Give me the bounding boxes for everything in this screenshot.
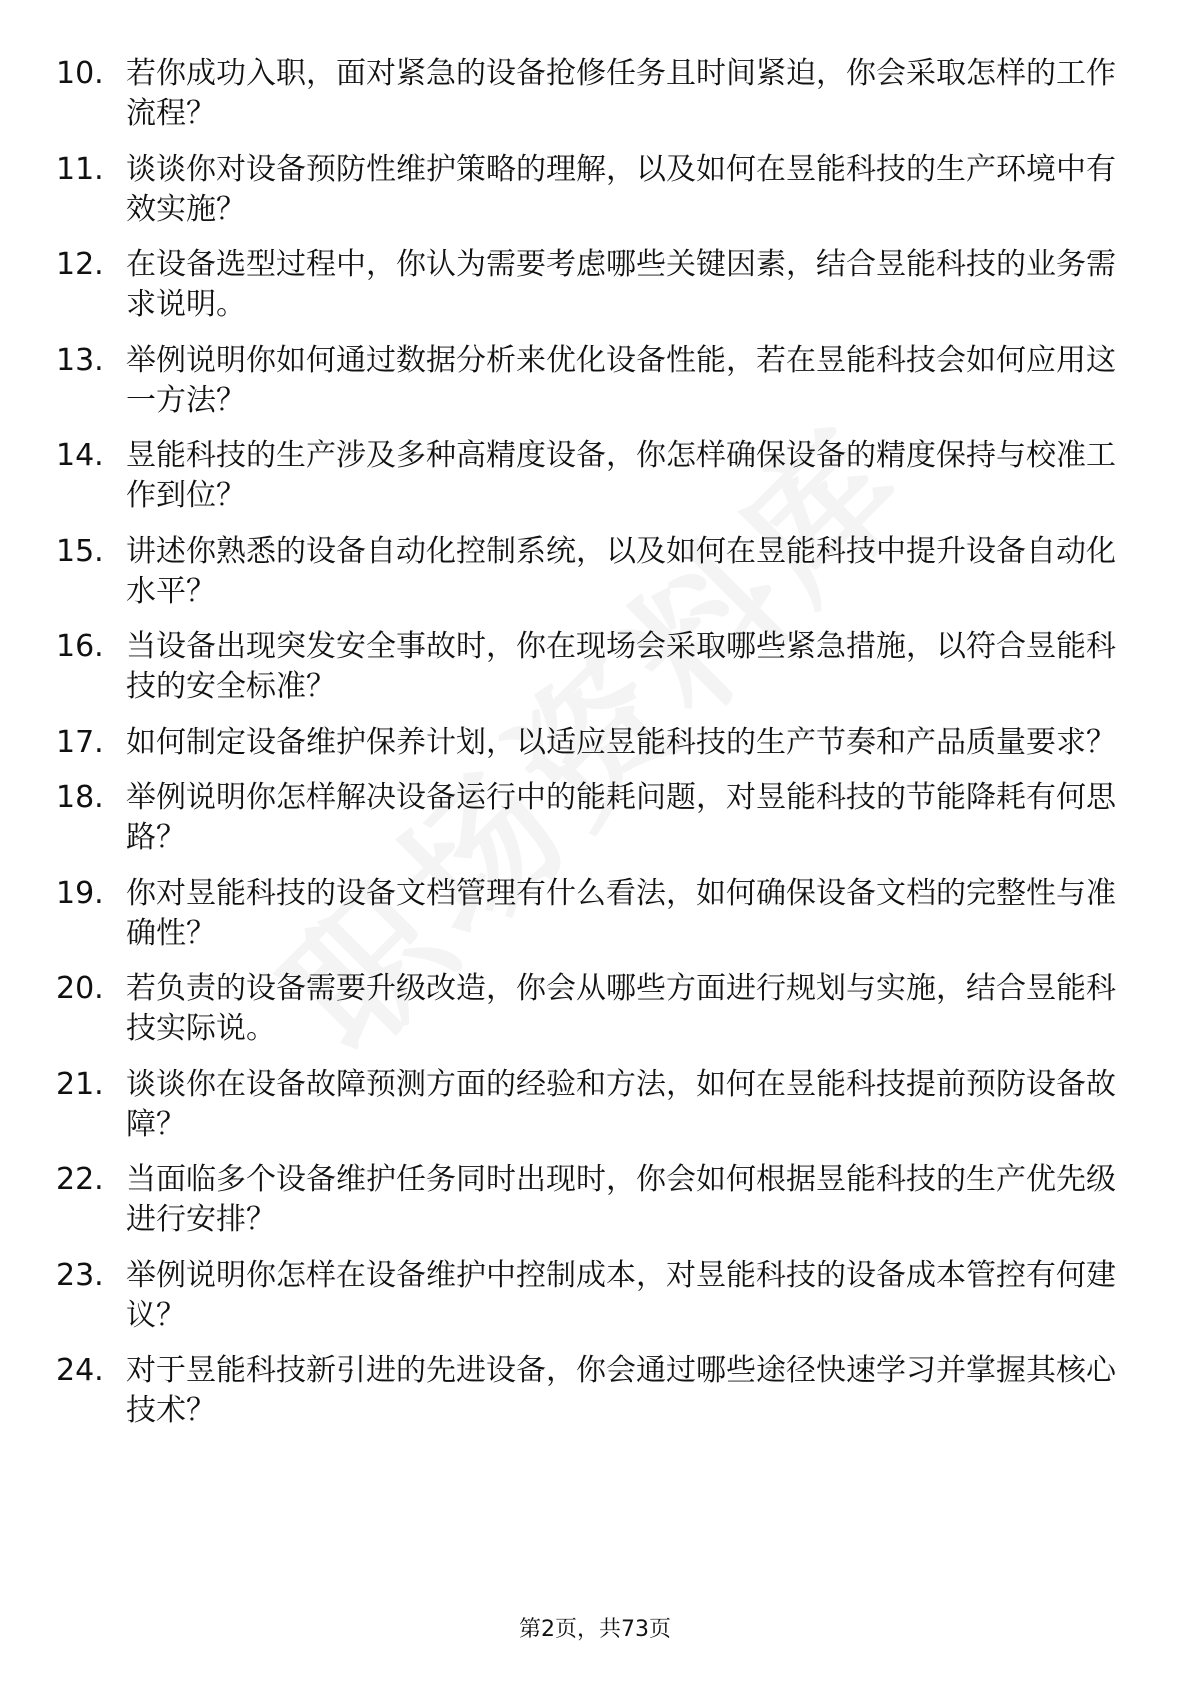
question-number: 22. <box>56 1162 104 1197</box>
list-item <box>56 54 1116 134</box>
question-number: 14. <box>56 438 104 473</box>
question-text: 举例说明你怎样在设备维护中控制成本，对昱能科技的设备成本管控有何建议？ <box>126 1257 1116 1333</box>
question-number: 24. <box>56 1353 104 1388</box>
question-number: 19. <box>56 875 104 911</box>
question-text: 昱能科技的生产涉及多种高精度设备，你怎样确保设备的精度保持与校准工作到位？ <box>126 438 1116 513</box>
question-text: 举例说明你如何通过数据分析来优化设备性能，若在昱能科技会如何应用这一方法？ <box>126 342 1116 418</box>
list-item <box>56 969 1116 1049</box>
list-item <box>56 436 1116 516</box>
question-text: 讲述你熟悉的设备自动化控制系统，以及如何在昱能科技中提升设备自动化水平？ <box>126 533 1116 609</box>
question-text: 如何制定设备维护保养计划，以适应昱能科技的生产节奏和产品质量要求？ <box>126 724 1116 760</box>
question-number: 17. <box>56 724 104 760</box>
page-footer: 第2页，共73页 <box>519 1617 671 1642</box>
question-number: 20. <box>56 971 104 1006</box>
question-text: 谈谈你对设备预防性维护策略的理解，以及如何在昱能科技的生产环境中有效实施？ <box>126 151 1116 227</box>
list-item <box>56 778 1116 858</box>
question-number: 15. <box>56 533 104 569</box>
question-text: 在设备选型过程中，你认为需要考虑哪些关键因素，结合昱能科技的业务需求说明。 <box>126 247 1116 322</box>
question-text: 举例说明你怎样解决设备运行中的能耗问题，对昱能科技的节能降耗有何思路？ <box>126 780 1116 855</box>
question-number: 12. <box>56 247 104 282</box>
list-item <box>56 150 1116 230</box>
question-number: 18. <box>56 780 104 815</box>
list-item <box>56 532 1116 612</box>
question-number: 10. <box>56 56 104 91</box>
question-text: 当设备出现突发安全事故时，你在现场会采取哪些紧急措施，以符合昱能科技的安全标准？ <box>126 629 1116 704</box>
list-item <box>56 341 1116 421</box>
question-text: 谈谈你在设备故障预测方面的经验和方法，如何在昱能科技提前预防设备故障？ <box>126 1066 1116 1142</box>
question-number: 23. <box>56 1257 104 1293</box>
question-text: 当面临多个设备维护任务同时出现时，你会如何根据昱能科技的生产优先级进行安排？ <box>126 1162 1116 1237</box>
list-item <box>56 627 1116 707</box>
question-text: 对于昱能科技新引进的先进设备，你会通过哪些途径快速学习并掌握其核心技术？ <box>126 1353 1116 1428</box>
question-text: 你对昱能科技的设备文档管理有什么看法，如何确保设备文档的完整性与准确性？ <box>126 875 1116 951</box>
list-item <box>56 1160 1116 1240</box>
question-number: 11. <box>56 151 104 187</box>
list-item <box>56 1256 1116 1336</box>
question-text: 若负责的设备需要升级改造，你会从哪些方面进行规划与实施，结合昱能科技实际说。 <box>126 971 1116 1046</box>
list-item <box>56 723 1116 763</box>
list-item <box>56 1065 1116 1145</box>
question-number: 13. <box>56 342 104 378</box>
list-item <box>56 245 1116 325</box>
question-number: 21. <box>56 1066 104 1102</box>
question-text: 若你成功入职，面对紧急的设备抢修任务且时间紧迫，你会采取怎样的工作流程？ <box>126 56 1116 131</box>
list-item <box>56 874 1116 954</box>
list-item <box>56 1351 1116 1431</box>
question-list <box>56 54 1116 1447</box>
question-number: 16. <box>56 629 104 664</box>
